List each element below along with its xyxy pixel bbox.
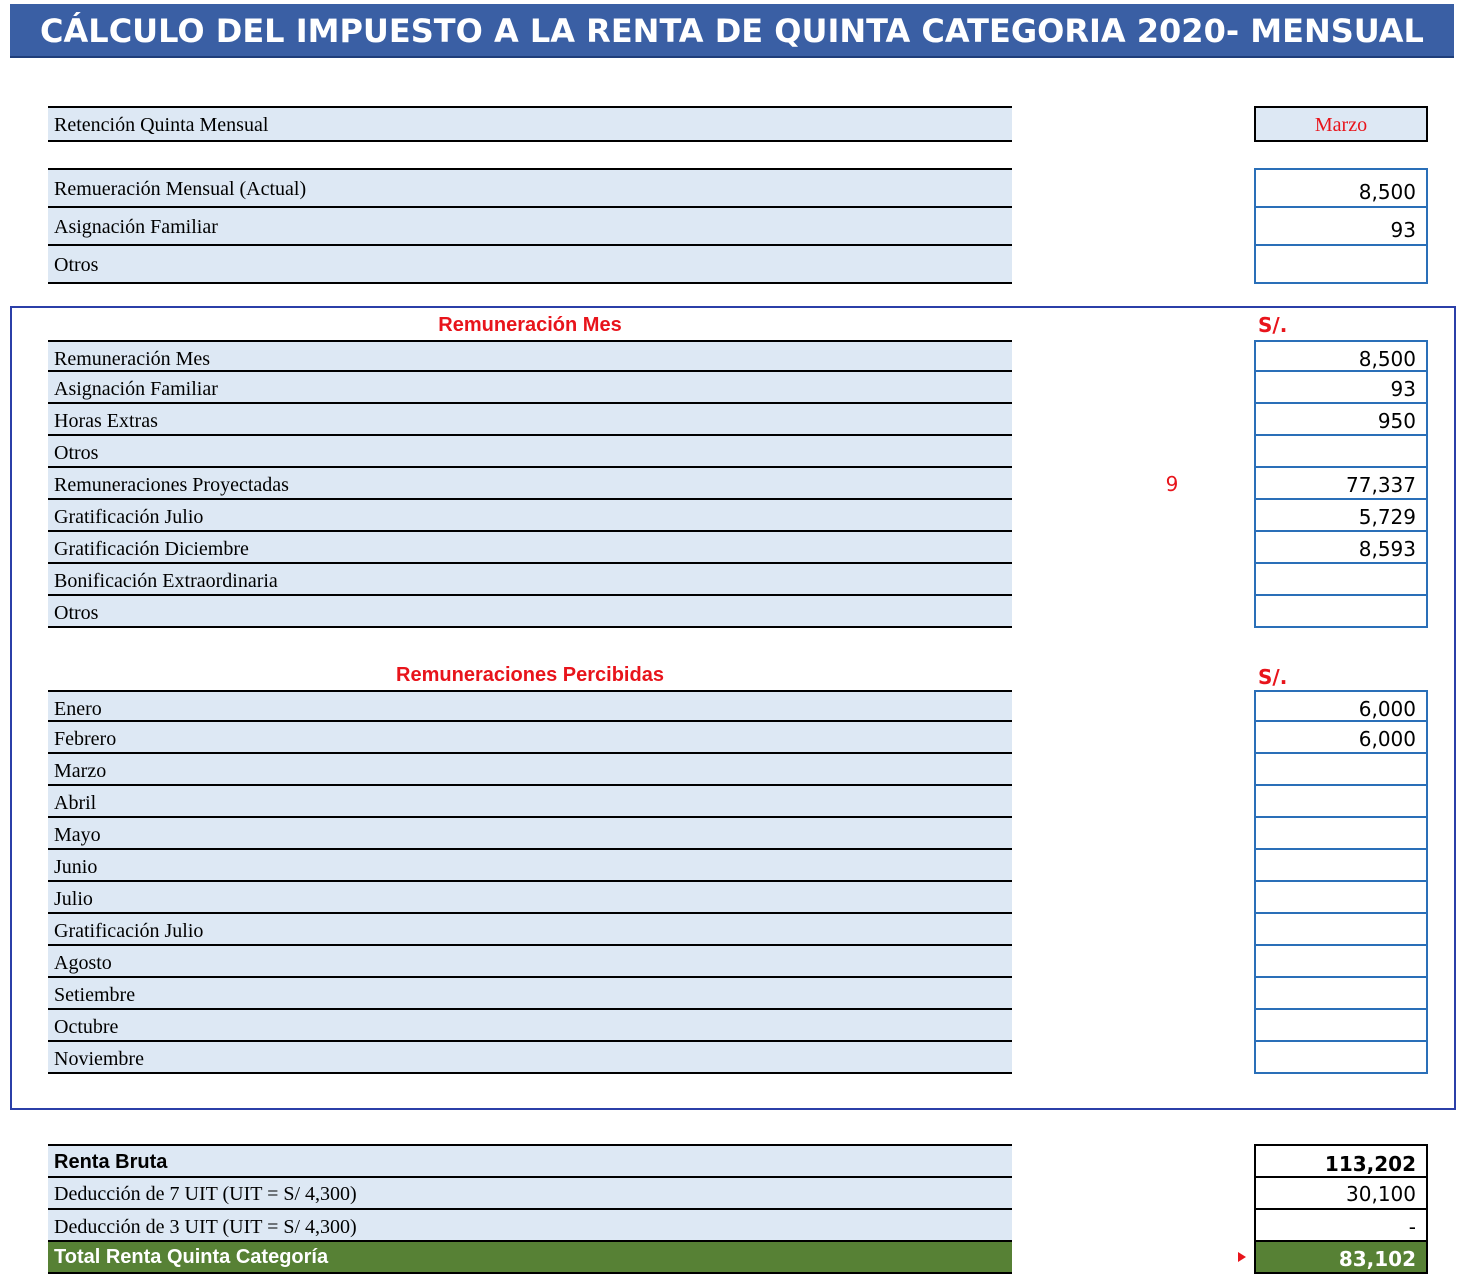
row-value[interactable]: 6,000: [1254, 690, 1428, 722]
row-value[interactable]: [1254, 882, 1428, 914]
row-value[interactable]: [1254, 818, 1428, 850]
row-label: Enero: [48, 690, 1012, 722]
input-asignacion[interactable]: 93: [1254, 208, 1428, 246]
row-value[interactable]: 5,729: [1254, 500, 1428, 532]
retencion-label[interactable]: Retención Quinta Mensual: [48, 106, 1012, 142]
row-label: Setiembre: [48, 978, 1012, 1010]
row-label: Agosto: [48, 946, 1012, 978]
sheet-title: CÁLCULO DEL IMPUESTO A LA RENTA DE QUINTA CATEGORIA 2020- MENSUAL: [10, 4, 1454, 58]
row-value[interactable]: 950: [1254, 404, 1428, 436]
row-value[interactable]: 93: [1254, 372, 1428, 404]
row-label: Remuneraciones Proyectadas: [48, 468, 1012, 500]
row-label: Julio: [48, 882, 1012, 914]
projection-months: 9: [1165, 472, 1179, 496]
row-label: Bonificación Extraordinaria: [48, 564, 1012, 596]
row-value[interactable]: [1254, 850, 1428, 882]
row-value[interactable]: [1254, 786, 1428, 818]
deduccion-7-uit-label: Deducción de 7 UIT (UIT = S/ 4,300): [48, 1178, 1012, 1210]
row-label: Abril: [48, 786, 1012, 818]
currency-label: S/.: [1258, 313, 1288, 337]
row-label: Mayo: [48, 818, 1012, 850]
month-selector[interactable]: Marzo: [1254, 106, 1428, 142]
deduccion-3-uit-value[interactable]: -: [1254, 1210, 1428, 1242]
renta-bruta-label: Renta Bruta: [48, 1144, 1012, 1178]
row-label: Asignación Familiar: [48, 372, 1012, 404]
remuneracion-mes-heading: Remuneración Mes: [438, 314, 622, 336]
row-label: Gratificación Julio: [48, 500, 1012, 532]
row-label: Otros: [48, 596, 1012, 628]
currency-label: S/.: [1258, 665, 1288, 689]
row-label: Gratificación Diciembre: [48, 532, 1012, 564]
row-value[interactable]: [1254, 978, 1428, 1010]
input-otros[interactable]: [1254, 246, 1428, 284]
row-value[interactable]: [1254, 1042, 1428, 1074]
row-label: Febrero: [48, 722, 1012, 754]
row-value[interactable]: 77,337: [1254, 468, 1428, 500]
total-renta-label: Total Renta Quinta Categoría: [48, 1242, 1012, 1274]
row-value[interactable]: 8,500: [1254, 340, 1428, 372]
row-label: Octubre: [48, 1010, 1012, 1042]
row-label: Gratificación Julio: [48, 914, 1012, 946]
row-value[interactable]: 8,593: [1254, 532, 1428, 564]
row-value[interactable]: 6,000: [1254, 722, 1428, 754]
row-label: Remuneración Mes: [48, 340, 1012, 372]
row-label: Horas Extras: [48, 404, 1012, 436]
row-value[interactable]: [1254, 914, 1428, 946]
row-value[interactable]: [1254, 436, 1428, 468]
total-renta-value[interactable]: 83,102: [1254, 1242, 1428, 1274]
remuneraciones-percibidas-heading: Remuneraciones Percibidas: [396, 664, 664, 686]
row-value[interactable]: [1254, 564, 1428, 596]
deduccion-7-uit-value[interactable]: 30,100: [1254, 1178, 1428, 1210]
row-label: Marzo: [48, 754, 1012, 786]
row-label: Noviembre: [48, 1042, 1012, 1074]
input-label-asignacion: Asignación Familiar: [48, 208, 1012, 246]
input-label-otros: Otros: [48, 246, 1012, 284]
row-value[interactable]: [1254, 946, 1428, 978]
row-value[interactable]: [1254, 596, 1428, 628]
row-value[interactable]: [1254, 1010, 1428, 1042]
comment-indicator-icon: [1238, 1252, 1246, 1262]
renta-bruta-value[interactable]: 113,202: [1254, 1144, 1428, 1178]
row-label: Junio: [48, 850, 1012, 882]
deduccion-3-uit-label: Deducción de 3 UIT (UIT = S/ 4,300): [48, 1210, 1012, 1242]
row-value[interactable]: [1254, 754, 1428, 786]
input-label-remuneracion: Remueración Mensual (Actual): [48, 168, 1012, 208]
input-remuneracion[interactable]: 8,500: [1254, 168, 1428, 208]
row-label: Otros: [48, 436, 1012, 468]
